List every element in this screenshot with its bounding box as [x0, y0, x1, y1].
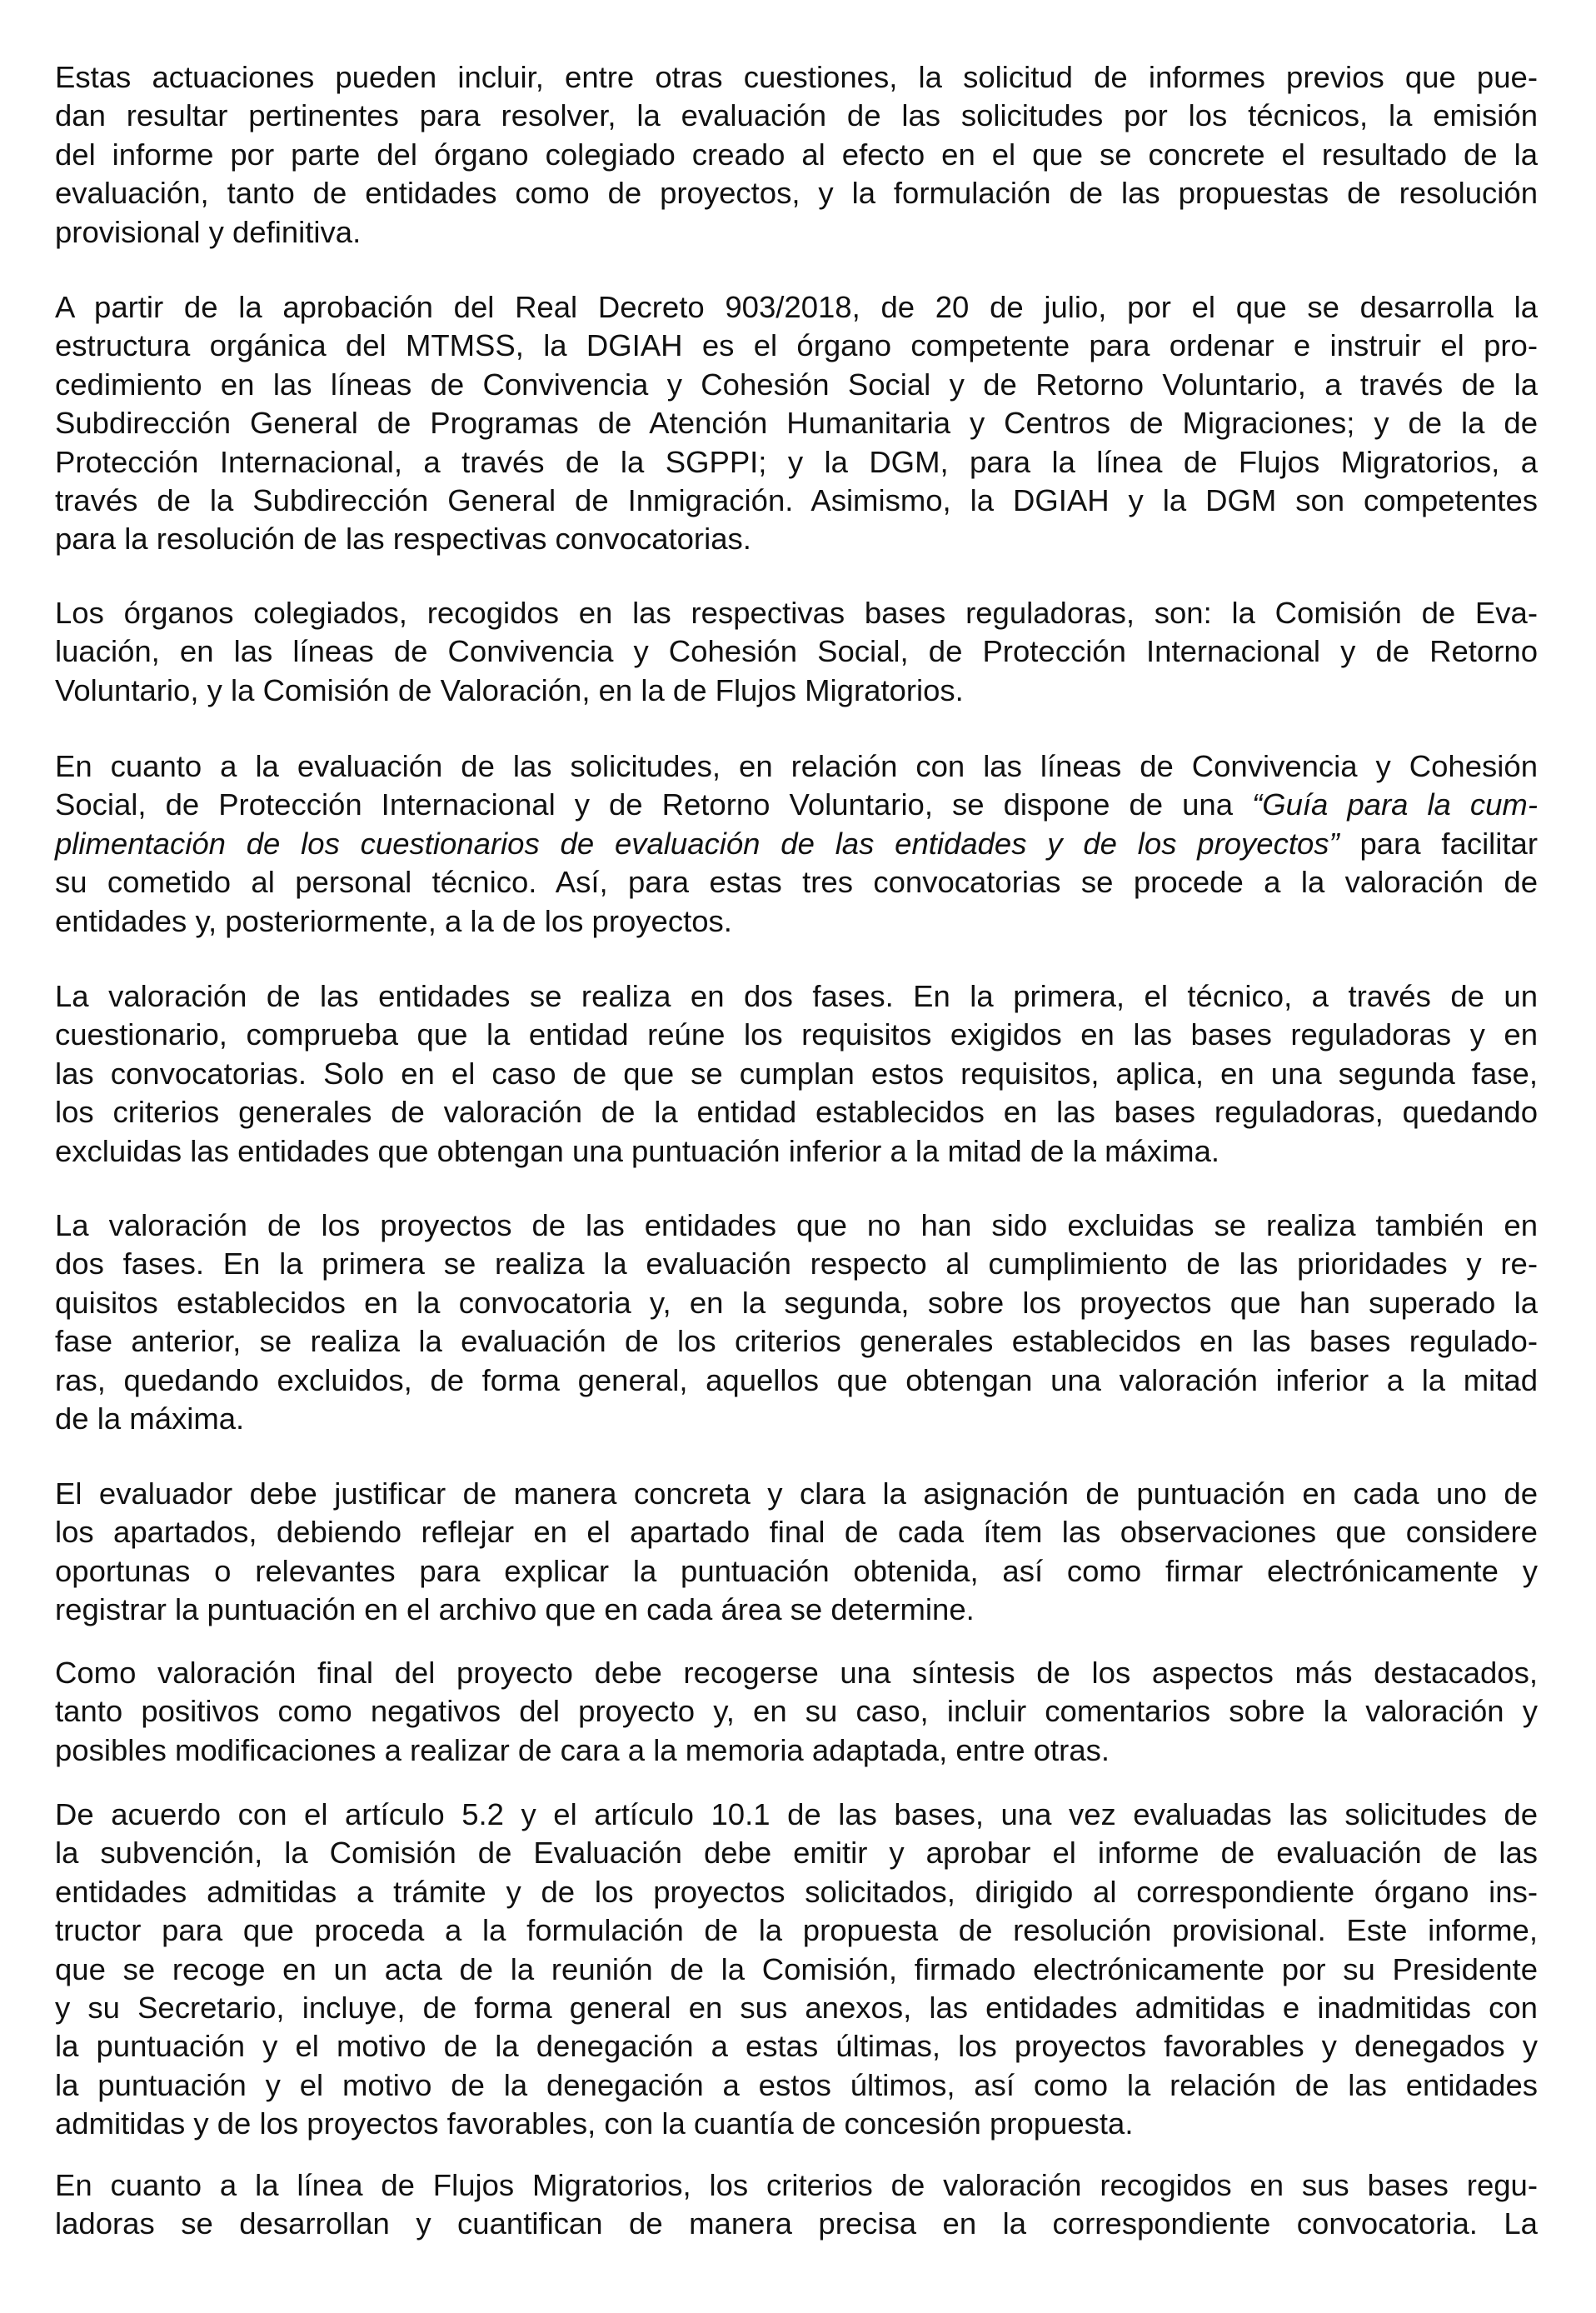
text-line: oportunas o relevantes para explicar la puntuación obtenida, así como firmar electrónicamente y: [55, 1553, 1538, 1588]
text-fragment: Social, de Protección Internacional y de Retorno Voluntario, se dispone de una: [55, 787, 1234, 822]
guide-title-italic: “Guía para la cum-: [1252, 787, 1538, 822]
text-line: la puntuación y el motivo de la denegación a estos últimos, así como la relación de las entidades: [55, 2067, 1538, 2102]
text-line: dos fases. En la primera se realiza la evaluación respecto al cumplimiento de las prioridades y re-: [55, 1246, 1538, 1281]
text-line: los apartados, debiendo reflejar en el apartado final de cada ítem las observaciones que considere: [55, 1515, 1538, 1550]
text-line: para la resolución de las respectivas convocatorias.: [55, 522, 751, 557]
text-line: tructor para que proceda a la formulación de la propuesta de resolución provisional. Este informe,: [55, 1913, 1538, 1948]
text-line: En cuanto a la línea de Flujos Migratorios, los criterios de valoración recogidos en sus bases regu-: [55, 2168, 1538, 2202]
text-line: Los órganos colegiados, recogidos en las respectivas bases reguladoras, son: la Comisión de Eva-: [55, 596, 1538, 630]
text-line: excluidas las entidades que obtengan una puntuación inferior a la mitad de la máxima.: [55, 1133, 1220, 1168]
text-line: estructura orgánica del MTMSS, la DGIAH es el órgano competente para ordenar e instruir el pro-: [55, 328, 1538, 363]
text-line: La valoración de los proyectos de las entidades que no han sido excluidas se realiza también en: [55, 1208, 1538, 1242]
text-line: Estas actuaciones pueden incluir, entre otras cuestiones, la solicitud de informes previos que pue-: [55, 60, 1538, 94]
text-line: dan resultar pertinentes para resolver, la evaluación de las solicitudes por los técnicos, la emisión: [55, 98, 1538, 133]
text-line: los criterios generales de valoración de la entidad establecidos en las bases reguladoras, quedando: [55, 1095, 1538, 1130]
text-line: las convocatorias. Solo en el caso de que se cumplan estos requisitos, aplica, en una segunda fase,: [55, 1056, 1538, 1091]
text-line: entidades y, posteriormente, a la de los proyectos.: [55, 903, 732, 938]
text-line: Voluntario, y la Comisión de Valoración, en la de Flujos Migratorios.: [55, 672, 964, 707]
text-line: y su Secretario, incluye, de forma general en sus anexos, las entidades admitidas e inadmitidas con: [55, 1991, 1538, 2026]
text-line: Como valoración final del proyecto debe recogerse una síntesis de los aspectos más destacados,: [55, 1656, 1538, 1690]
text-line: Subdirección General de Programas de Atención Humanitaria y Centros de Migraciones; y de la de: [55, 406, 1538, 441]
text-line: que se recoge en un acta de la reunión de la Comisión, firmado electrónicamente por su Presidente: [55, 1951, 1538, 1986]
paragraph-2: [55, 288, 1538, 559]
paragraph-9: [55, 1796, 1538, 2144]
text-line: A partir de la aprobación del Real Decreto 903/2018, de 20 de julio, por el que se desarrolla la: [55, 290, 1538, 324]
text-line: La valoración de las entidades se realiza en dos fases. En la primera, el técnico, a través de un: [55, 979, 1538, 1013]
text-line: ras, quedando excluidos, de forma general, aquellos que obtengan una valoración inferior a la mitad: [55, 1362, 1538, 1397]
paragraph-1: [55, 58, 1538, 252]
paragraph-6: [55, 1206, 1538, 1438]
paragraph-4: [55, 747, 1538, 941]
text-line: través de la Subdirección General de Inmigración. Asimismo, la DGIAH y la DGM son competentes: [55, 483, 1538, 518]
text-line: entidades admitidas a trámite y de los proyectos solicitados, dirigido al correspondiente órgano ins-: [55, 1874, 1538, 1909]
paragraph-10: [55, 2166, 1538, 2244]
text-line: admitidas y de los proyectos favorables, con la cuantía de concesión propuesta.: [55, 2106, 1134, 2141]
text-line: luación, en las líneas de Convivencia y Cohesión Social, de Protección Internacional y de Retorno: [55, 634, 1538, 669]
text-line: ladoras se desarrollan y cuantifican de manera precisa en la correspondiente convocatoria. La: [55, 2206, 1538, 2241]
text-line: cedimiento en las líneas de Convivencia y Cohesión Social y de Retorno Voluntario, a través de la: [55, 367, 1538, 402]
text-line: de la máxima.: [55, 1401, 245, 1436]
guide-title-italic: plimentación de los cuestionarios de evaluación de las entidades y de los proyectos”: [55, 826, 1339, 861]
text-line: la puntuación y el motivo de la denegación a estas últimas, los proyectos favorables y denegados y: [55, 2029, 1538, 2064]
text-line: Protección Internacional, a través de la SGPPI; y la DGM, para la línea de Flujos Migratorios, a: [55, 444, 1538, 479]
paragraph-5: [55, 977, 1538, 1171]
text-line: tanto positivos como negativos del proyecto y, en su caso, incluir comentarios sobre la valoración y: [55, 1694, 1538, 1729]
paragraph-8: [55, 1654, 1538, 1770]
text-line: del informe por parte del órgano colegiado creado al efecto en el que se concrete el resultado de la: [55, 137, 1538, 172]
text-line: su cometido al personal técnico. Así, para estas tres convocatorias se procede a la valoración de: [55, 865, 1538, 900]
text-line: De acuerdo con el artículo 5.2 y el artículo 10.1 de las bases, una vez evaluadas las solicitudes de: [55, 1797, 1538, 1831]
paragraph-3: [55, 594, 1538, 710]
text-line: cuestionario, comprueba que la entidad reúne los requisitos exigidos en las bases reguladoras y en: [55, 1017, 1538, 1052]
text-line: registrar la puntuación en el archivo que en cada área se determine.: [55, 1592, 975, 1627]
text-line: [55, 786, 1538, 824]
text-line: evaluación, tanto de entidades como de proyectos, y la formulación de las propuestas de resolución: [55, 176, 1538, 211]
text-line: [55, 825, 1538, 863]
text-line: provisional y definitiva.: [55, 214, 362, 249]
paragraph-7: [55, 1475, 1538, 1630]
text-line: posibles modificaciones a realizar de cara a la memoria adaptada, entre otras.: [55, 1732, 1110, 1767]
text-line: El evaluador debe justificar de manera concreta y clara la asignación de puntuación en cada uno de: [55, 1476, 1538, 1511]
text-line: quisitos establecidos en la convocatoria y, en la segunda, sobre los proyectos que han superado la: [55, 1285, 1538, 1320]
text-fragment: para facilitar: [1359, 826, 1538, 861]
text-line: fase anterior, se realiza la evaluación de los criterios generales establecidos en las bases regulado-: [55, 1324, 1538, 1359]
text-line: la subvención, la Comisión de Evaluación debe emitir y aprobar el informe de evaluación de las: [55, 1836, 1538, 1871]
text-line: En cuanto a la evaluación de las solicitudes, en relación con las líneas de Convivencia y Cohesión: [55, 749, 1538, 783]
